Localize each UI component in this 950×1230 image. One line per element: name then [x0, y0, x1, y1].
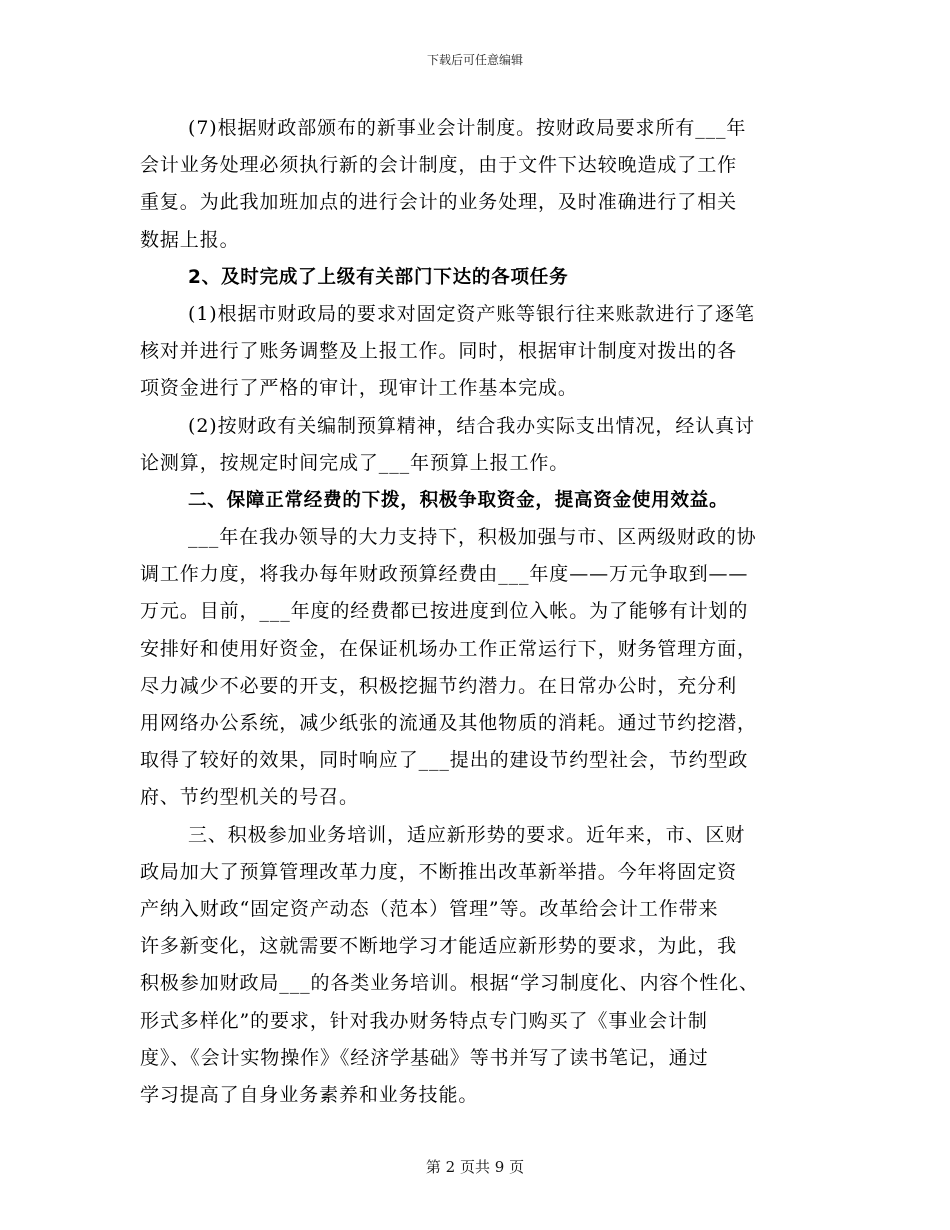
paragraph-line: 取得了较好的效果，同时响应了___提出的建设节约型社会，节约型政: [140, 749, 749, 772]
paragraph-line: 核对并进行了账务调整及上报工作。同时，根据审计制度对拨出的各: [140, 340, 738, 363]
paragraph-line: 安排好和使用好资金，在保证机场办工作正常运行下，财务管理方面，: [140, 637, 757, 660]
paragraph-line: 产纳入财政“固定资产动态（范本）管理”等。改革给会计工作带来: [140, 897, 719, 920]
paragraph-line: 重复。为此我加班加点的进行会计的业务处理，及时准确进行了相关: [140, 191, 738, 214]
paragraph-line: (7)根据财政部颁布的新事业会计制度。按财政局要求所有___年: [188, 117, 747, 139]
paragraph-line: (2)按财政有关编制预算精神，结合我办实际支出情况，经认真讨: [188, 414, 755, 437]
paragraph-line: 度》、《会计实物操作》《经济学基础》等书并写了读书笔记，通过: [140, 1046, 709, 1069]
paragraph-line: 数据上报。: [140, 228, 240, 251]
section-heading: 二、保障正常经费的下拨，积极争取资金，提高资金使用效益。: [188, 489, 729, 511]
paragraph-line: 政局加大了预算管理改革力度，不断推出改革新举措。今年将固定资: [140, 860, 738, 883]
page-footer: 第 2 页共 9 页: [425, 1158, 525, 1176]
paragraph-line: ___年在我办领导的大力支持下，积极加强与市、区两级财政的协: [188, 526, 757, 549]
paragraph-line: 论测算，按规定时间完成了___年预算上报工作。: [140, 451, 570, 474]
paragraph-line: 项资金进行了严格的审计，现审计工作基本完成。: [140, 377, 578, 400]
section-heading: 2、及时完成了上级有关部门下达的各项任务: [188, 266, 569, 288]
paragraph-line: 积极参加财政局___的各类业务培训。根据“学习制度化、内容个性化、: [140, 972, 759, 995]
paragraph-line: 会计业务处理必须执行新的会计制度，由于文件下达较晚造成了工作: [140, 154, 738, 177]
paragraph-line: 形式多样化”的要求，针对我办财务特点专门购买了《事业会计制: [140, 1009, 708, 1032]
paragraph-line: 用网络办公系统，减少纸张的流通及其他物质的消耗。通过节约挖潜，: [140, 712, 757, 734]
paragraph-line: 尽力减少不必要的开支，积极挖掘节约潜力。在日常办公时，充分利: [140, 674, 738, 697]
paragraph-line: 调工作力度，将我办每年财政预算经费由___年度——万元争取到——: [140, 563, 749, 586]
paragraph-line: 三、积极参加业务培训，适应新形势的要求。近年来，市、区财: [188, 823, 746, 846]
paragraph-line: (1)根据市财政局的要求对固定资产账等银行往来账款进行了逐笔: [188, 302, 755, 325]
paragraph-line: 学习提高了自身业务素养和业务技能。: [140, 1083, 479, 1106]
page-header: 下载后可任意编辑: [426, 53, 523, 67]
paragraph-line: 许多新变化，这就需要不断地学习才能适应新形势的要求，为此，我: [140, 935, 738, 958]
paragraph-line: 万元。目前，___年度的经费都已按进度到位入帐。为了能够有计划的: [140, 600, 749, 623]
paragraph-line: 府、节约型机关的号召。: [140, 786, 359, 809]
document-body: [140, 110, 830, 1114]
